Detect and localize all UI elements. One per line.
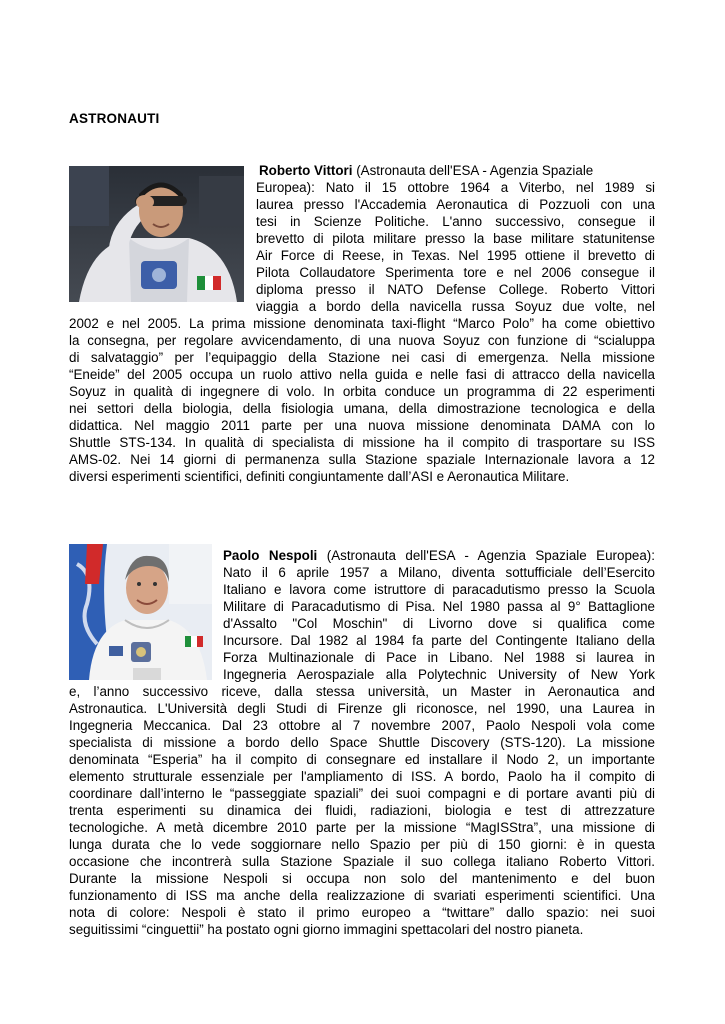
nespoli-line-13: denominata “Esperia” ha il compito di consegnare ed installare il Nodo 2, un importante <box>69 752 655 767</box>
vittori-photo <box>69 166 244 302</box>
nespoli-line-19: occasione che incontrerà sulla Stazione Spaziale il suo collega italiano Roberto Vittori. <box>69 854 655 869</box>
vittori-line-13: “Eneide” del 2005 occupa un ruolo attivo nella guida e nelle fasi di attracco della navicella <box>69 367 655 382</box>
nespoli-line-5: d'Assalto "Col Moschin" di Livorno dove si qualifica come <box>223 616 655 631</box>
nespoli-line-3: Italiano e lavora come istruttore di paracadutismo presso la Scuola <box>223 582 655 597</box>
nespoli-line-14: elemento strutturale essenziale per l'ampliamento di ISS. A bordo, Paolo ha il compito di <box>69 769 655 784</box>
vittori-line-9: viaggia a bordo della navicella russa Soyuz due volte, nel <box>256 299 655 314</box>
nespoli-line-22: nota di colore: Nespoli è stato il primo europeo a “twittare” dallo spazio: nei suoi <box>69 905 655 920</box>
nespoli-line-10: Astronautica. L'Università degli Studi di Firenze gli riconosce, nel 1990, una Laurea in <box>69 701 655 716</box>
nespoli-line-2: Nato il 6 aprile 1957 a Milano, diventa sottufficiale dell’Esercito <box>223 565 655 580</box>
vittori-line-8: diploma presso il NATO Defense College. Roberto Vittori <box>256 282 655 297</box>
vittori-line-1: Roberto Vittori (Astronauta dell'ESA - Agenzia Spaziale <box>259 163 594 178</box>
nespoli-line-18: lunga durata che lo vede soggiornare nello Spazio per più di 150 giorni: è in questa <box>69 837 655 852</box>
nespoli-line-4: Militare di Paracadutismo di Pisa. Nel 1980 passa al 9° Battaglione <box>223 599 655 614</box>
vittori-line-15: nei settori della biologia, della fisiologia umana, della dimostrazione tecnologica e della <box>69 401 655 416</box>
nespoli-line-6: Incursore. Dal 1982 al 1984 fa parte del Contingente Italiano della <box>223 633 655 648</box>
nespoli-line-21: funzionamento di ISS ma anche della realizzazione di svariati esperimenti scientifici. Una <box>69 888 655 903</box>
vittori-line-17: Shuttle STS-134. In qualità di specialista di missione ha il compito di trasportare su ISS <box>69 435 655 450</box>
vittori-line-12: di salvataggio” per l’equipaggio della Stazione nei casi di emergenza. Nella missione <box>69 350 655 365</box>
nespoli-photo <box>69 544 212 680</box>
vittori-line-4: tesi in Scienze Politiche. L'anno successivo, consegue il <box>256 214 655 229</box>
nespoli-line-15: coordinare dall’interno le “passeggiate spaziali” dei suoi compagni e di portare avanti più di <box>69 786 655 801</box>
vittori-line-7: Pilota Collaudatore Sperimenta tore e nel 2006 consegue il <box>256 265 655 280</box>
nespoli-line-1: Paolo Nespoli (Astronauta dell'ESA - Agenzia Spaziale Europea): <box>223 548 655 563</box>
nespoli-line-23: seguitissimi “cinguettii” ha postato ogni giorno immagini spettacolari del nostro pianeta. <box>69 922 584 937</box>
nespoli-name: Paolo Nespoli <box>223 548 318 563</box>
nespoli-line-20: Durante la missione Nespoli si occupa non solo del mantenimento e del buon <box>69 871 655 886</box>
nespoli-line-9: e, l’anno successivo riceve, dalla stessa università, un Master in Aeronautica and <box>69 684 655 699</box>
vittori-line-14: Soyuz in qualità di ingegnere di volo. In orbita conduce un programma di 22 esperimenti <box>69 384 655 399</box>
vittori-line-3: laurea presso l'Accademia Aeronautica di Pozzuoli con una <box>256 197 655 212</box>
nespoli-line-11: Ingegneria Meccanica. Dal 23 ottobre al 7 novembre 2007, Paolo Nespoli vola come <box>69 718 655 733</box>
vittori-line-2: Europea): Nato il 15 ottobre 1964 a Viterbo, nel 1989 si <box>256 180 655 195</box>
nespoli-line-7: Forza Multinazionale di Pace in Libano. Nel 1988 si laurea in <box>223 650 655 665</box>
nespoli-line-17: tecnologiche. A metà dicembre 2010 parte per la missione “MagISStra”, una missione di <box>69 820 655 835</box>
vittori-line-11: la consegna, per regolare avvicendamento, di una nuova Soyuz con funzione di “scialuppa <box>69 333 655 348</box>
page-heading: ASTRONAUTI <box>69 111 160 126</box>
nespoli-line-16: trenta esperimenti su dinamica dei fluidi, radiazioni, biologia e test di attrezzature <box>69 803 655 818</box>
nespoli-line-8: Ingegneria Aerospaziale alla Polytechnic University of New York <box>223 667 655 682</box>
vittori-name: Roberto Vittori <box>259 163 353 178</box>
vittori-line-5: brevetto di pilota militare presso la base militare statunitense <box>256 231 655 246</box>
vittori-line-19: diversi esperimenti scientifici, definiti congiuntamente dall’ASI e Aeronautica Militare. <box>69 469 570 484</box>
vittori-line-10: 2002 e nel 2005. La prima missione denominata taxi-flight “Marco Polo” ha come obiettivo <box>69 316 655 331</box>
vittori-line-18: AMS-02. Nei 14 giorni di permanenza sulla Stazione spaziale Internazionale lavora a 12 <box>69 452 655 467</box>
nespoli-line-12: specialista di missione a bordo dello Space Shuttle Discovery (STS-120). La missione <box>69 735 655 750</box>
vittori-line-6: Air Force di Reese, in Texas. Nel 1995 ottiene il brevetto di <box>256 248 655 263</box>
vittori-line-16: didattica. Nel maggio 2011 parte per una nuova missione denominata DAMA con lo <box>69 418 655 433</box>
